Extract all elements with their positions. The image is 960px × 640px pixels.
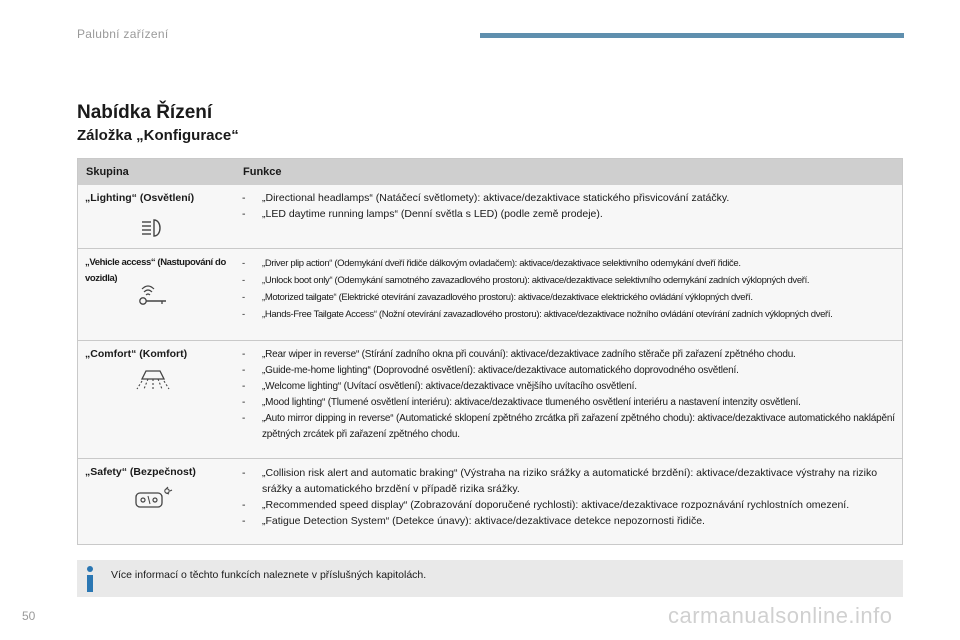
list-item: - „Collision risk alert and automatic braking“ (Výstraha na riziko srážky a automatické brzdění): aktivace/dezaktivace výstrahy na riziko srážky a automatického brzdění v případě rizika srážky. bbox=[242, 467, 878, 495]
table-header bbox=[78, 159, 902, 185]
remote-key-icon bbox=[134, 281, 170, 307]
function-cell bbox=[237, 341, 902, 458]
group-cell bbox=[78, 185, 237, 248]
group-cell bbox=[78, 249, 237, 340]
list-item: - „Welcome lighting“ (Uvítací osvětlení): aktivace/dezaktivace vnějšího uvítacího osvětlení. bbox=[242, 381, 637, 392]
group-cell bbox=[78, 341, 237, 458]
group-name: „Lighting“ (Osvětlení) bbox=[85, 192, 195, 204]
function-cell bbox=[237, 249, 902, 340]
list-item: - „Guide-me-home lighting“ (Doprovodné osvětlení): aktivace/dezaktivace automatického doprovodného osvětlení. bbox=[242, 365, 739, 376]
list-item: - „Recommended speed display“ (Zobrazování doporučené rychlosti): aktivace/dezaktivace rozpoznávání rychlostních omezení. bbox=[242, 499, 850, 511]
group-cell bbox=[78, 459, 237, 544]
list-item: - „Rear wiper in reverse“ (Stírání zadního okna při couvání): aktivace/dezaktivace zadního stěrače při zařazení zpětného chodu. bbox=[242, 349, 796, 360]
config-table bbox=[77, 158, 903, 545]
group-name: „Vehicle access“ (Nastupování do vozidla) bbox=[85, 257, 226, 284]
list-item: - „Driver plip action“ (Odemykání dveří řidiče dálkovým ovladačem): aktivace/dezaktivace selektivního odemykání dveří řidiče. bbox=[242, 258, 741, 269]
list-item: - „Fatigue Detection System“ (Detekce únavy): aktivace/dezaktivace detekce nepozornosti řidiče. bbox=[242, 515, 705, 527]
list-item: - „Hands-Free Tailgate Access“ (Nožní otevírání zavazadlového prostoru): aktivace/dezaktivace nožního ovládání otevírání zadních výklopných dveří. bbox=[242, 309, 833, 320]
info-note bbox=[77, 560, 903, 597]
page-title: Nabídka Řízení bbox=[77, 102, 213, 123]
list-item: - „LED daytime running lamps“ (Denní světla s LED) (podle země prodeje). bbox=[242, 208, 603, 220]
info-note-text: Více informací o těchto funkcích naleznete v příslušných kapitolách. bbox=[111, 569, 427, 581]
car-safety-icon bbox=[132, 485, 174, 511]
header-section-title: Palubní zařízení bbox=[77, 27, 169, 41]
watermark: carmanualsonline.info bbox=[668, 603, 893, 628]
table-row-comfort bbox=[78, 341, 902, 459]
page-subtitle: Záložka „Konfigurace“ bbox=[77, 127, 239, 144]
table-row-safety bbox=[78, 459, 902, 545]
list-item: - „Auto mirror dipping in reverse“ (Automatické sklopení zpětného zrcátka při zařazení zpětného chodu): aktivace/dezaktivace automatického naklápění zpětných zrcátek při zařazení zpětného chodu. bbox=[242, 413, 895, 440]
interior-lamp-icon bbox=[134, 367, 172, 395]
group-name: „Comfort“ (Komfort) bbox=[85, 348, 188, 360]
column-header-group: Skupina bbox=[86, 166, 129, 178]
function-cell bbox=[237, 459, 902, 544]
table-row-vehicle-access bbox=[78, 249, 902, 341]
group-name: „Safety“ (Bezpečnost) bbox=[85, 466, 196, 478]
list-item: - „Unlock boot only“ (Odemykání samotného zavazadlového prostoru): aktivace/dezaktivace selektivního odemykání zadních výklopných dveří. bbox=[242, 275, 810, 286]
list-item: - „Directional headlamps“ (Natáčecí světlomety): aktivace/dezaktivace statického přisvicování zatáčky. bbox=[242, 192, 730, 204]
list-item: - „Mood lighting“ (Tlumené osvětlení interiéru): aktivace/dezaktivace tlumeného osvětlení interiéru a nastavení intenzity osvětlení. bbox=[242, 397, 801, 408]
header-accent-bar bbox=[480, 33, 904, 38]
function-cell bbox=[237, 185, 902, 248]
page-number: 50 bbox=[22, 609, 36, 623]
list-item: - „Motorized tailgate“ (Elektrické otevírání zavazadlového prostoru): aktivace/dezaktivace elektrického ovládání výklopných dveří. bbox=[242, 292, 753, 303]
column-header-function: Funkce bbox=[243, 166, 282, 178]
headlamp-icon bbox=[140, 217, 168, 239]
info-icon bbox=[86, 566, 94, 592]
table-row-lighting bbox=[78, 185, 902, 249]
